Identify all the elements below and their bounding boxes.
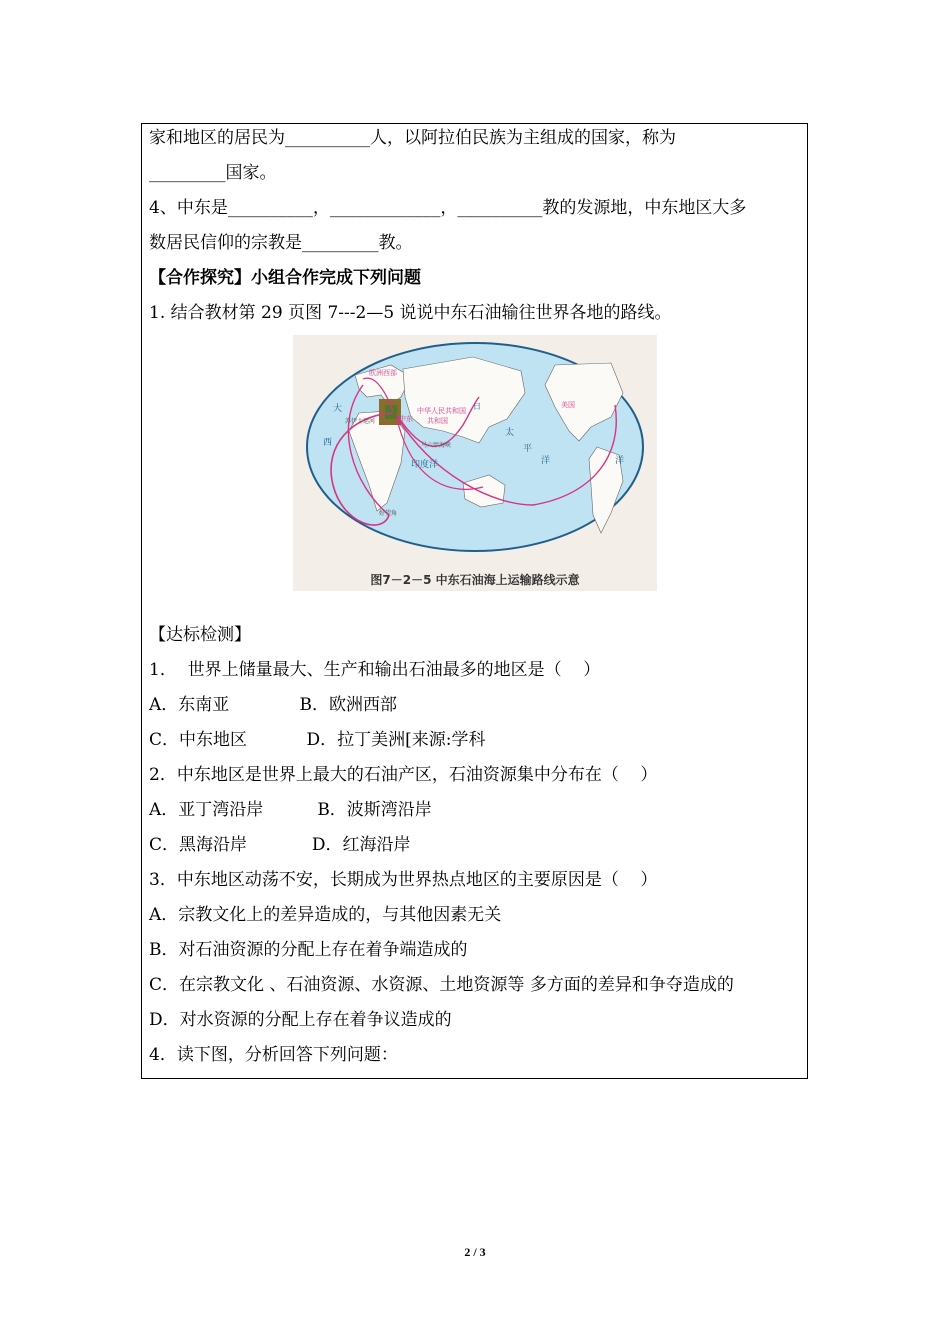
test-q2-options-ab: A．亚丁湾沿岸 B．波斯湾沿岸	[149, 800, 432, 820]
label-china-2: 共和国	[427, 417, 448, 425]
test-question-2: 2．中东地区是世界上最大的石油产区，石油资源集中分布在（ ）	[149, 765, 658, 785]
section-heading-test: 【达标检测】	[149, 625, 251, 645]
page-number: 2 / 3	[464, 1245, 486, 1259]
test-q2-options-cd: C．黑海沿岸 D．红海沿岸	[149, 835, 411, 855]
label-suez: 苏伊士运河	[345, 418, 376, 425]
label-atlantic-south: 洋	[615, 456, 625, 466]
label-pacific-3: 洋	[541, 456, 551, 466]
label-indian-ocean: 印度洋	[411, 460, 439, 470]
text-line-3: 4、中东是__________，_____________，__________教的发源地，中东地区大多	[149, 198, 747, 218]
question-1-text: 1. 结合教材第 29 页图 7---2—5 说说中东石油输往世界各地的路线。	[149, 303, 672, 323]
label-atlantic-west: 西	[323, 438, 333, 448]
label-europe: 欧洲西部	[369, 369, 397, 377]
text-line-4: 数居民信仰的宗教是_________教。	[149, 233, 413, 253]
section-heading-cooperation: 【合作探究】小组合作完成下列问题	[149, 268, 421, 288]
label-china: 中华人民共和国	[417, 407, 466, 415]
test-q3-option-d: D．对水资源的分配上存在着争议造成的	[149, 1010, 452, 1030]
label-atlantic-east: 大	[333, 404, 343, 414]
test-q3-option-a: A．宗教文化上的差异造成的，与其他因素无关	[149, 905, 502, 925]
label-cape: 好望角	[379, 510, 398, 517]
test-question-3: 3．中东地区动荡不安，长期成为世界热点地区的主要原因是（ ）	[149, 870, 658, 890]
label-pacific-2: 平	[523, 444, 533, 454]
test-q1-options-cd: C．中东地区 D．拉丁美洲[来源:学科	[149, 730, 486, 750]
test-question-4: 4．读下图，分析回答下列问题：	[149, 1045, 398, 1065]
label-usa: 美国	[561, 401, 575, 409]
test-q3-option-b: B．对石油资源的分配上存在着争端造成的	[149, 940, 468, 960]
map-caption: 图7－2－5 中东石油海上运输路线示意	[370, 573, 580, 587]
test-q1-options-ab: A．东南亚 B．欧洲西部	[149, 695, 398, 715]
text-line-2: _________国家。	[149, 163, 277, 183]
oil-route-map	[293, 335, 657, 591]
test-q3-option-c: C．在宗教文化 、石油资源、水资源、土地资源等 多方面的差异和争夺造成的	[149, 975, 734, 995]
label-middle-east: 中东	[399, 415, 413, 423]
test-question-1: 1． 世界上储量最大、生产和输出石油最多的地区是（ ）	[149, 660, 601, 680]
label-pacific-1: 太	[505, 428, 515, 438]
world-map-figure	[293, 335, 657, 571]
label-malacca: 马六甲海峡	[421, 442, 452, 449]
text-line-1: 家和地区的居民为__________人，以阿拉伯民族为主组成的国家，称为	[149, 128, 676, 148]
label-japan: 日	[473, 402, 481, 411]
